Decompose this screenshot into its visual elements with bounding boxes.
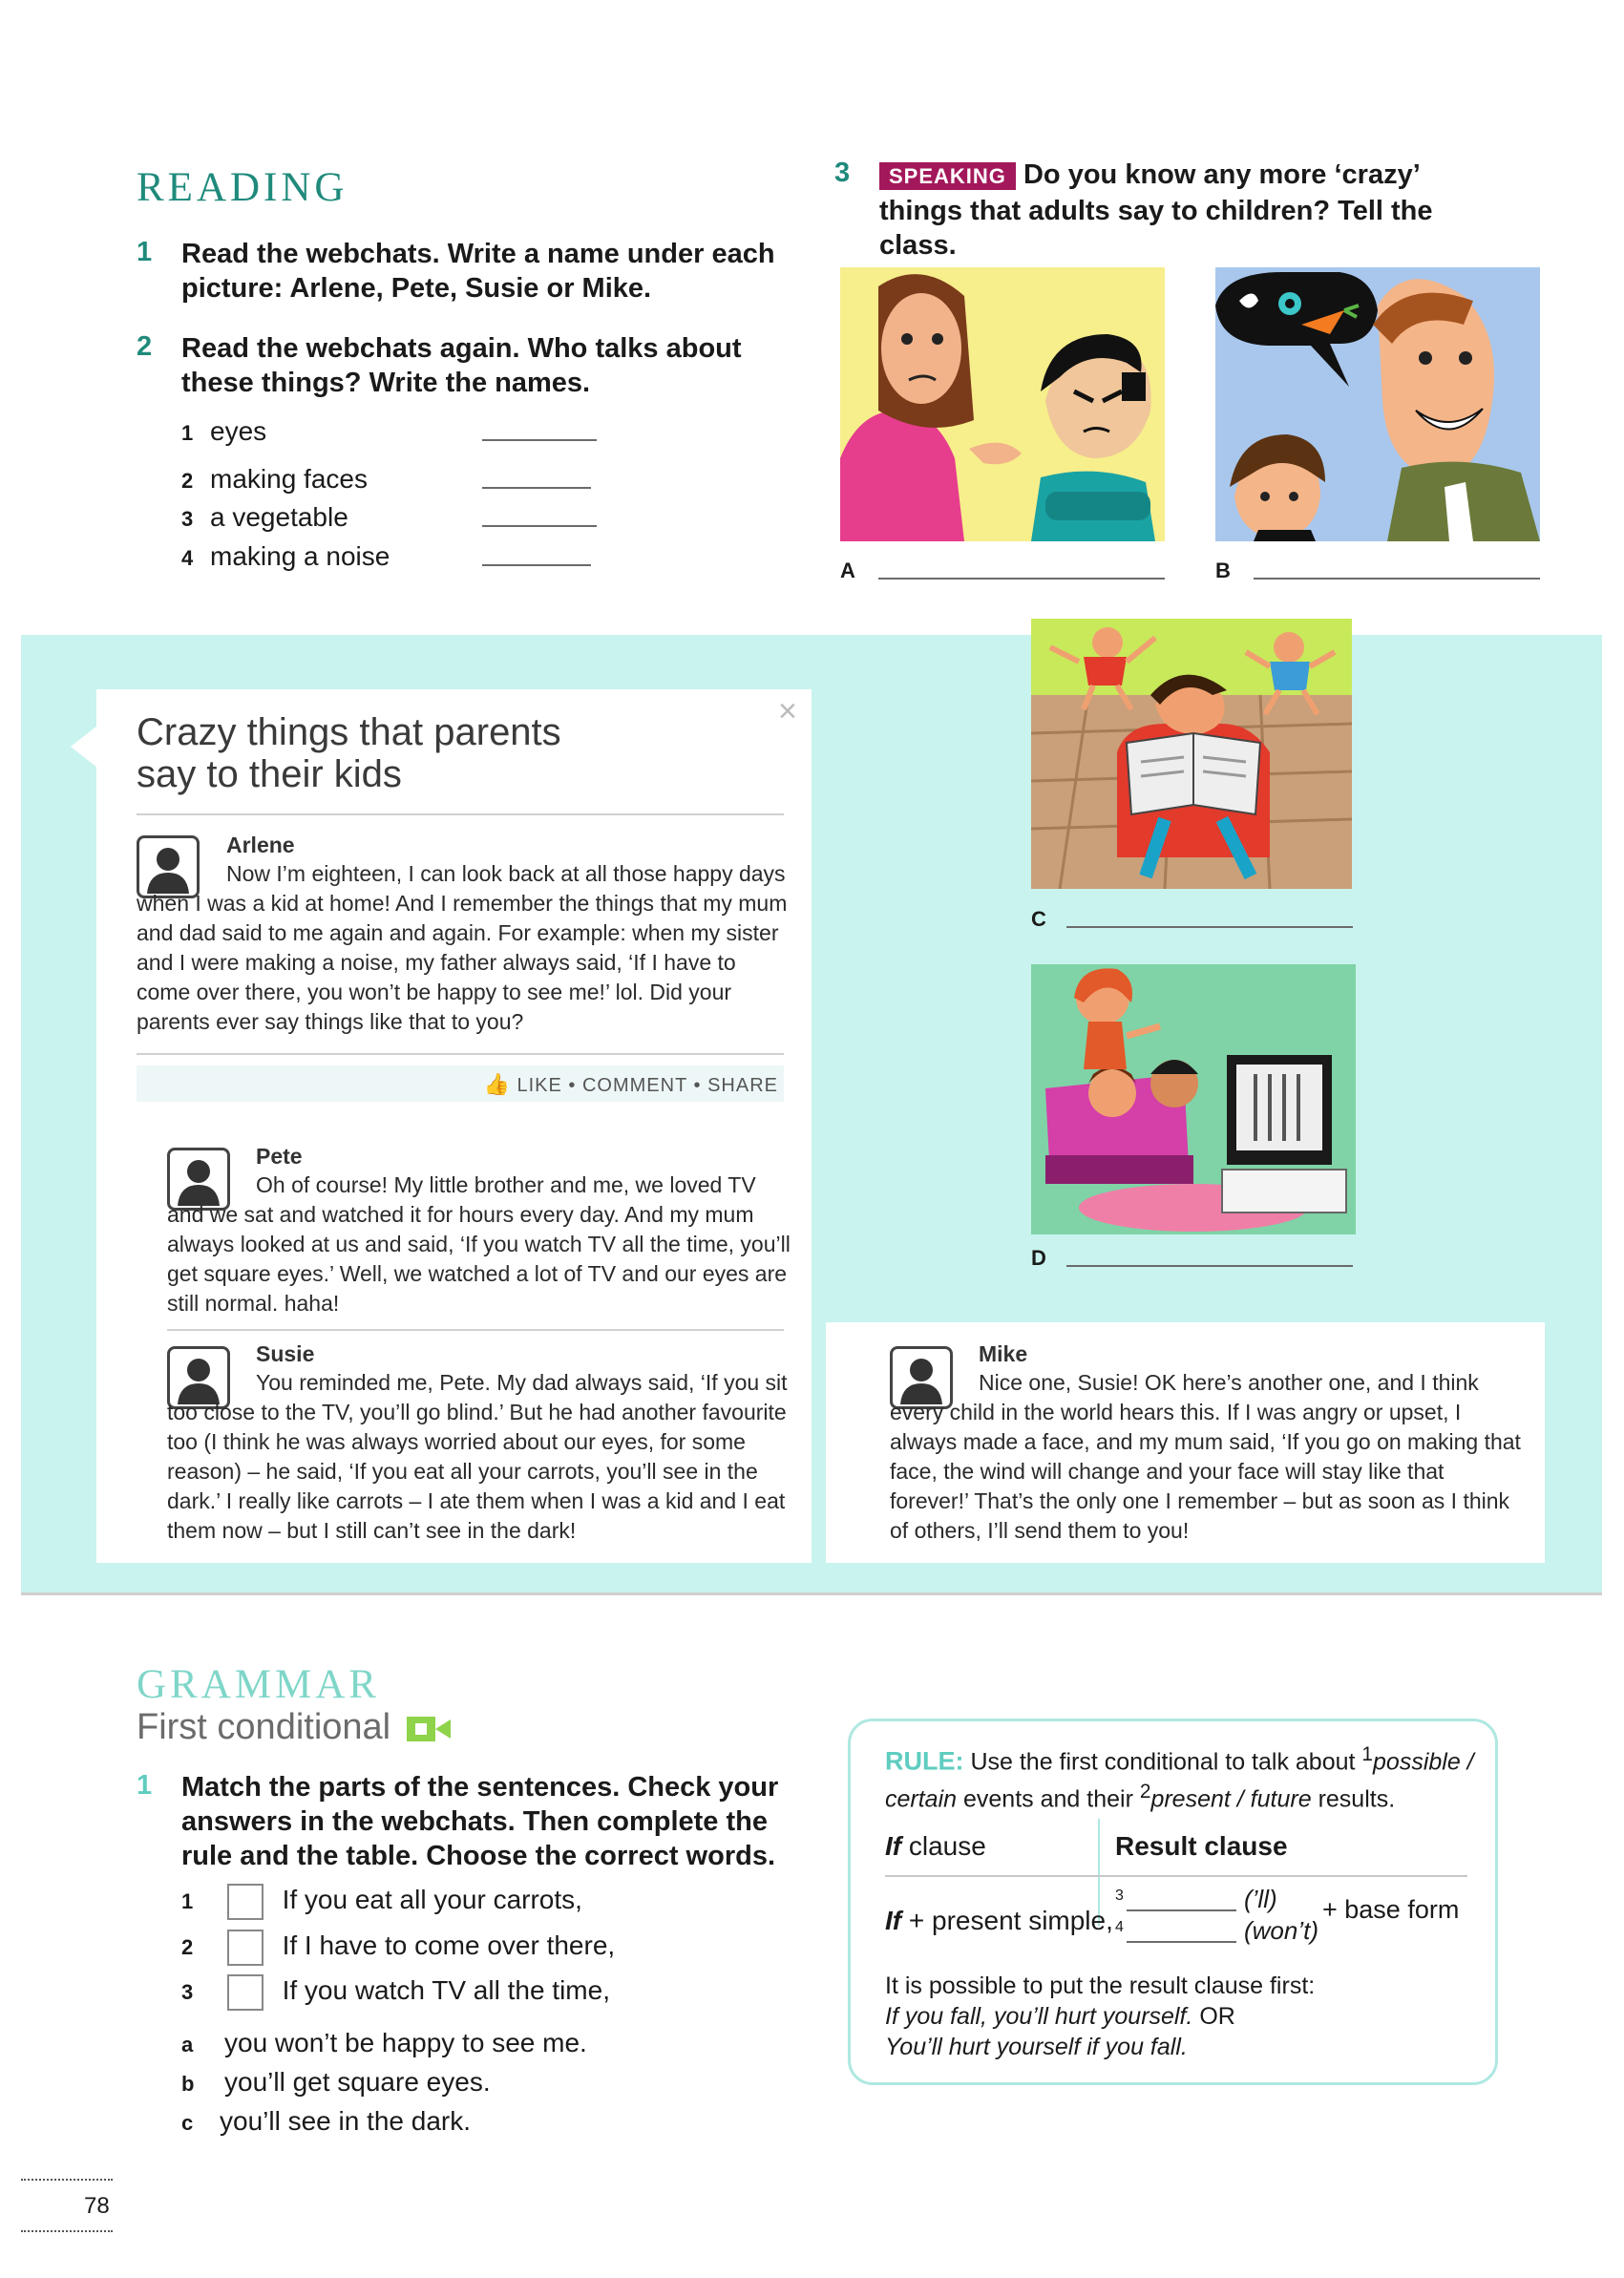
- item-letter: c: [181, 2111, 194, 2135]
- task-text: Read the webchats. Write a name under each picture: Arlene, Pete, Susie or Mike.: [181, 239, 775, 304]
- answer-blank[interactable]: [1254, 578, 1540, 580]
- divider: [137, 813, 784, 815]
- table-header-if-clause: [885, 1831, 986, 1862]
- grammar-task-1: [137, 1770, 795, 1873]
- item-text: eyes: [210, 416, 267, 446]
- picture-label: C: [1031, 907, 1046, 931]
- item-number: 4: [181, 546, 194, 570]
- picture-b: [1215, 267, 1540, 541]
- thumbs-up-icon[interactable]: 👍: [483, 1072, 511, 1096]
- task-number: 3: [834, 158, 851, 188]
- grammar-title: GRAMMAR: [137, 1662, 380, 1707]
- answer-checkbox[interactable]: [227, 1974, 264, 2011]
- answer-blank[interactable]: [482, 439, 597, 441]
- rule-option[interactable]: present / future: [1150, 1785, 1312, 1813]
- sentence-ending: [181, 2066, 491, 2100]
- separator: •: [568, 1075, 577, 1096]
- option-ll[interactable]: (’ll): [1244, 1885, 1277, 1913]
- blank-number: 2: [1139, 1781, 1151, 1803]
- answer-blank[interactable]: [1127, 1909, 1236, 1911]
- post-author: Mike: [979, 1341, 1028, 1366]
- picture-label: B: [1215, 559, 1231, 582]
- table-cell-if: [885, 1906, 1113, 1936]
- item-text: you won’t be happy to see me.: [224, 2028, 587, 2057]
- answer-blank[interactable]: [1127, 1941, 1236, 1943]
- post-text: Now I’m eighteen, I can look back at all those happy days when I was a kid at home! And I remember the things that my mum and dad said to me again and again. For example: when my sister and I were making a noise, my father always said, ‘If I have to come over there, you won’t be happy to see me!’ lol. Did your parents ever say things like that to you?: [137, 861, 788, 1034]
- cell-if: If: [885, 1906, 902, 1935]
- blank-number: 4: [1115, 1919, 1124, 1935]
- item-letter: a: [181, 2033, 194, 2057]
- item-text: making a noise: [210, 541, 390, 571]
- answer-blank[interactable]: [1066, 926, 1353, 928]
- sentence-ending: [181, 2105, 471, 2140]
- task-text: Do you know any more ‘crazy’ things that adults say to children? Tell the class.: [879, 159, 1433, 261]
- divider: [137, 1053, 784, 1055]
- item-letter: b: [181, 2072, 195, 2096]
- sentence-ending: [181, 2027, 587, 2061]
- page-number-rule: [21, 2230, 113, 2232]
- item-text: making faces: [210, 464, 368, 494]
- reading-task-2: [137, 331, 795, 400]
- blank-number: 3: [1115, 1888, 1124, 1904]
- item-number: 3: [181, 1980, 194, 2005]
- answer-blank[interactable]: [482, 564, 591, 566]
- mother-and-angry-boy-illustration-icon: [840, 267, 1165, 541]
- answer-blank[interactable]: [482, 487, 591, 489]
- task-text: Match the parts of the sentences. Check your answers in the webchats. Then complete the rule and the table. Choose the correct words.: [181, 1772, 779, 1871]
- picture-label: A: [840, 559, 855, 582]
- sentence-beginning: [181, 1884, 582, 1920]
- answer-checkbox[interactable]: [227, 1884, 264, 1920]
- comment-link[interactable]: COMMENT: [581, 1075, 687, 1096]
- answer-checkbox[interactable]: [227, 1930, 264, 1966]
- base-form: + base form: [1322, 1895, 1460, 1924]
- task-text: Read the webchats again. Who talks about these things? Write the names.: [181, 333, 742, 398]
- header-clause: clause: [908, 1831, 986, 1861]
- post-author: Arlene: [226, 833, 295, 857]
- webchat-title-line: Crazy things that parents: [137, 711, 561, 753]
- picture-d: [1031, 964, 1356, 1234]
- task-number: 1: [137, 1770, 153, 1801]
- rule-text: [885, 1740, 1482, 1815]
- item-text: If you watch TV all the time,: [282, 1975, 610, 2006]
- rule-label: RULE:: [885, 1746, 964, 1776]
- task-number: 2: [137, 331, 153, 362]
- task-number: 1: [137, 237, 153, 267]
- post-text: Nice one, Susie! OK here’s another one, and I think every child in the world hears this. If I was angry or upset, I always made a face, and my mum said, ‘If you go on making that face, the wind will change and your face will stay like that forever!’ That’s the only one I remember – but as soon as I think of others, I’ll send them to you!: [890, 1370, 1521, 1543]
- or-text: OR: [1199, 2003, 1235, 2030]
- mother-and-kids-watching-tv-illustration-icon: [1031, 964, 1356, 1234]
- list-item: [181, 501, 348, 536]
- rule-note: [885, 1971, 1477, 2062]
- item-number: 1: [181, 1889, 194, 1914]
- answer-blank[interactable]: [878, 578, 1165, 580]
- band-divider: [21, 1592, 1602, 1595]
- table-rule: [885, 1875, 1467, 1877]
- father-reading-newspaper-illustration-icon: [1031, 619, 1352, 889]
- item-number: 2: [181, 1935, 194, 1960]
- father-and-girl-with-carrot-bubble-illustration-icon: [1215, 267, 1540, 541]
- list-item: [181, 540, 390, 575]
- list-item: [181, 463, 368, 497]
- item-text: If I have to come over there,: [282, 1930, 616, 1961]
- grammar-subtitle-text: First conditional: [137, 1707, 391, 1747]
- separator: •: [693, 1075, 702, 1096]
- grammar-subtitle: [137, 1707, 451, 1748]
- webchat-title-line: say to their kids: [137, 753, 402, 795]
- item-number: 1: [181, 421, 194, 445]
- example-sentence: If you fall, you’ll hurt yourself.: [885, 2003, 1193, 2030]
- item-number: 3: [181, 507, 194, 531]
- note-text: It is possible to put the result clause first:: [885, 1972, 1316, 1999]
- video-icon[interactable]: [407, 1717, 451, 1741]
- reading-title: READING: [137, 165, 348, 210]
- picture-c: [1031, 619, 1352, 889]
- speaking-badge: SPEAKING: [879, 162, 1016, 190]
- table-header-result-clause: Result clause: [1115, 1831, 1288, 1861]
- item-text: you’ll see in the dark.: [220, 2106, 472, 2136]
- blank-number: 1: [1361, 1743, 1374, 1765]
- header-if: If: [885, 1831, 902, 1861]
- post-actions: [137, 1065, 784, 1102]
- sentence-beginning: [181, 1974, 610, 2011]
- rule-option[interactable]: possible / certain: [885, 1748, 1474, 1813]
- page-number: 78: [84, 2193, 110, 2219]
- post-author: Susie: [256, 1341, 315, 1366]
- picture-a: [840, 267, 1165, 541]
- rule-fragment: Use the first conditional to talk about: [970, 1748, 1356, 1776]
- item-number: 2: [181, 469, 194, 493]
- share-link[interactable]: SHARE: [707, 1075, 778, 1096]
- divider: [167, 1329, 784, 1331]
- reading-task-3: [834, 158, 1503, 263]
- picture-label: D: [1031, 1246, 1046, 1270]
- list-item: [181, 415, 266, 450]
- example-sentence: You’ll hurt yourself if you fall.: [885, 2034, 1188, 2060]
- post-text: Oh of course! My little brother and me, we loved TV and we sat and watched it for hours every day. And my mum always looked at us and said, ‘If you watch TV all the time, you’ll get square eyes.’ Well, we watched a lot of TV and our eyes are still normal. haha!: [167, 1172, 791, 1316]
- answer-blank[interactable]: [482, 525, 597, 527]
- close-icon[interactable]: ×: [778, 693, 797, 729]
- rule-fragment: results.: [1318, 1785, 1396, 1813]
- card-pointer: [71, 726, 97, 768]
- page-number-rule: [21, 2179, 113, 2181]
- reading-task-1: [137, 237, 786, 306]
- item-text: you’ll get square eyes.: [224, 2067, 491, 2097]
- answer-blank[interactable]: [1066, 1265, 1353, 1267]
- webchat-title: [137, 711, 709, 795]
- like-link[interactable]: LIKE: [517, 1075, 562, 1096]
- cell-rest: + present simple,: [908, 1906, 1113, 1935]
- sentence-beginning: [181, 1930, 615, 1966]
- item-text: If you eat all your carrots,: [282, 1885, 582, 1915]
- item-text: a vegetable: [210, 502, 348, 532]
- post-author: Pete: [256, 1144, 303, 1169]
- rule-fragment: events and their: [963, 1785, 1133, 1813]
- post-text: You reminded me, Pete. My dad always said, ‘If you sit too close to the TV, you’ll go blind.’ But he had another favourite too (I think he was always worried about our eyes, for some reason) – he said, ‘If you eat all your carrots, you’ll see in the dark.’ I really like carrots – I ate them when I was a kid and I eat them now – but I still can’t see in the dark!: [167, 1370, 788, 1543]
- option-wont[interactable]: (won’t): [1244, 1916, 1319, 1945]
